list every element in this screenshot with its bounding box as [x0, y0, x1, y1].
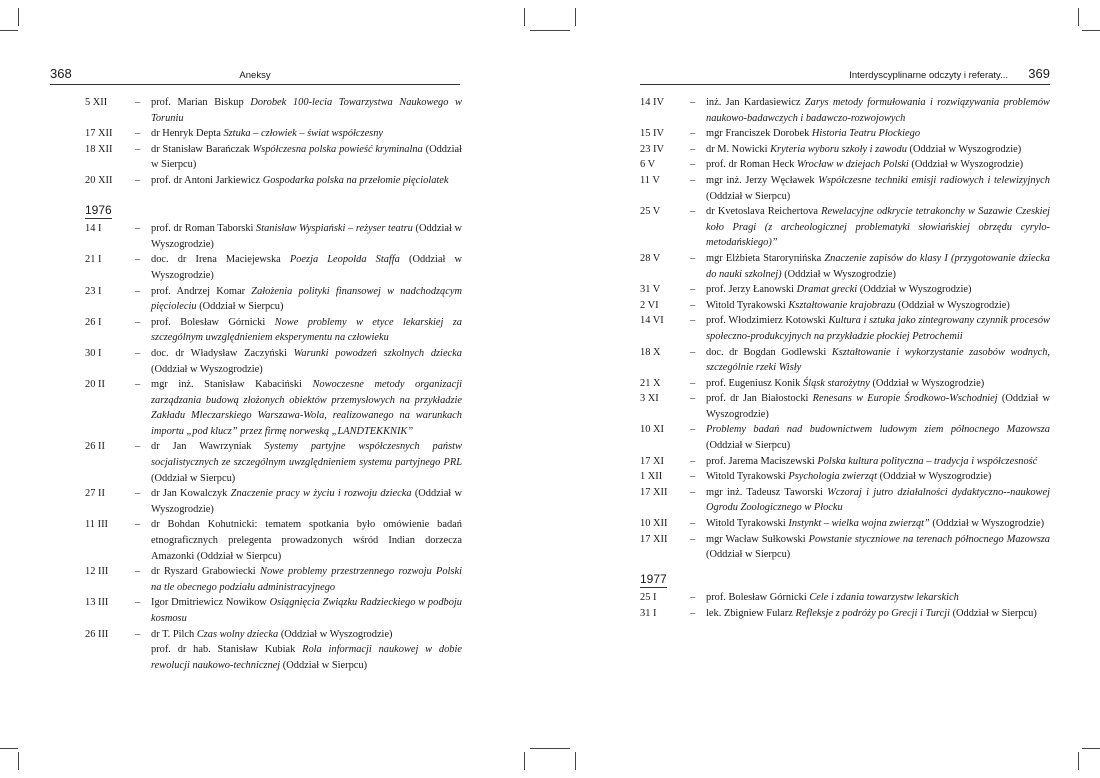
entry-dash: –	[135, 223, 141, 235]
lecture-entry	[640, 173, 1050, 204]
crop-mark	[530, 748, 550, 749]
entry-text	[151, 486, 462, 517]
entry-speaker: dr Henryk Depta	[151, 128, 221, 140]
entry-speaker: dr T. Pilch	[151, 628, 195, 640]
entry-title: Współczesna polska powieść kryminalna	[252, 143, 423, 155]
entry-title: Polska kultura polityczna – tradycja i współczesność	[817, 455, 1038, 467]
entry-date: 18 X	[640, 346, 661, 358]
page-number: 368	[50, 66, 72, 81]
entry-text	[151, 173, 462, 189]
entry-title: Warunki powodzeń szkolnych dziecka	[293, 347, 462, 359]
lecture-entry	[85, 284, 462, 315]
entry-title: Założenia polityki finansowej w nadchodzącym pięcioleciu	[151, 285, 462, 313]
lecture-entry	[640, 345, 1050, 376]
entry-dash: –	[690, 518, 696, 530]
entry-title: Problemy badań nad budownictwem ludowym ziem północnego Mazowsza	[706, 424, 1050, 436]
entry-speaker: doc. dr Bogdan Godlewski	[706, 346, 827, 358]
entry-date: 10 XII	[640, 518, 668, 530]
entry-date: 6 V	[640, 159, 656, 171]
entry-dash: –	[690, 393, 696, 405]
entry-text	[706, 204, 1050, 251]
entry-title: Instynkt – wielka wojna zwierząt”	[788, 518, 930, 530]
entry-speaker: doc. dr Irena Maciejewska	[151, 254, 281, 266]
entry-speaker: prof. Marian Biskup	[151, 97, 244, 108]
entry-title: Powstanie styczniowe na terenach północnego Mazowsza	[808, 533, 1050, 545]
entry-date: 12 III	[85, 566, 109, 578]
running-head: Aneksy	[239, 70, 271, 81]
entry-dash: –	[135, 347, 141, 359]
lecture-entry	[640, 606, 1050, 622]
entry-date: 23 IV	[640, 143, 664, 155]
entry-title: Zarys metody formułowania i rozwiązywania problemów naukowo-badawczych i badawczo-rozwojowych	[706, 97, 1050, 124]
lecture-entry	[640, 532, 1050, 563]
running-head: Interdyscyplinarne odczyty i referaty...	[849, 70, 1008, 81]
entry-note: (Oddział w Wyszogrodzie)	[151, 254, 462, 281]
entry-dash: –	[690, 143, 696, 155]
entry-dash: –	[690, 315, 696, 327]
entry-date: 17 XII	[640, 486, 668, 498]
entry-speaker: prof. Jerzy Łanowski	[706, 284, 795, 296]
entry-text	[151, 439, 462, 486]
entry-dash: –	[690, 128, 696, 140]
entry-title: Nowe problemy w etyce lekarskiej za szczególnym uwzględnieniem eksperymentu na człowieku	[151, 316, 462, 344]
entry-speaker: inż. Jan Kardasiewicz	[706, 97, 801, 108]
entry-date: 17 XII	[85, 128, 113, 140]
entry-dash: –	[690, 97, 696, 108]
entry-text	[151, 627, 462, 643]
entry-speaker: prof. Bolesław Górnicki	[706, 592, 807, 604]
lecture-entry	[85, 315, 462, 346]
entry-note: (Oddział w Sierpcu)	[706, 190, 791, 202]
lecture-entry	[640, 282, 1050, 298]
entry-title: Osiągnięcia Związku Radzieckiego w podboju kosmosu	[151, 597, 462, 624]
entry-text	[706, 516, 1050, 532]
entry-title: Rewelacyjne odkrycie tetrakonchy w Sazawie Czeskiej koło Pragi (z archeologicznej problematyki słowiańskiej obrzędu cyrylo-metodańskiego)”	[706, 206, 1050, 249]
entry-dash: –	[135, 97, 141, 108]
entry-dash: –	[690, 471, 696, 483]
lecture-entry	[640, 142, 1050, 158]
entry-note: (Oddział w Sierpcu)	[952, 608, 1037, 619]
crop-mark	[18, 8, 19, 26]
entry-date: 14 IV	[640, 97, 664, 108]
entry-date: 14 I	[85, 223, 102, 235]
entry-title: Systemy partyjne współczesnych państw socjalistycznych ze szczególnym uwzględnieniem systemu partyjnego PRL	[151, 441, 462, 469]
crop-mark	[1082, 30, 1100, 31]
lecture-entry	[640, 391, 1050, 422]
entry-title: Gospodarka polska na przełomie pięciolatek	[262, 174, 449, 186]
entry-title: Historia Teatru Płockiego	[811, 128, 921, 140]
entry-text	[151, 252, 462, 283]
lecture-entry	[640, 590, 1050, 606]
entry-title: Kształtowanie krajobrazu	[788, 299, 896, 311]
entry-text	[706, 142, 1050, 158]
lecture-entry	[85, 642, 462, 673]
entry-speaker: prof. Włodzimierz Kotowski	[706, 315, 826, 327]
entry-note: (Oddział w Wyszogrodzie)	[911, 159, 1024, 171]
entry-text	[151, 315, 462, 346]
entry-text	[706, 532, 1050, 563]
entry-date: 3 XI	[640, 393, 659, 405]
entry-dash: –	[135, 128, 141, 140]
lecture-entry	[640, 313, 1050, 344]
entry-text	[706, 391, 1050, 422]
lecture-entry	[640, 485, 1050, 516]
lecture-entry	[85, 126, 462, 142]
entry-dash: –	[135, 628, 141, 640]
crop-mark	[18, 752, 19, 770]
entry-note: (Oddział w Sierpcu)	[706, 549, 791, 561]
lecture-entry	[640, 422, 1050, 453]
entry-note: (Oddział w Sierpcu)	[199, 301, 284, 313]
entry-dash: –	[690, 206, 696, 218]
entry-title: Kultura i sztuka jako zintegrowany czynnik procesów społeczno-produkcyjnych na przykładzie płockiej Petrochemii	[706, 315, 1050, 342]
entry-dash: –	[135, 285, 141, 297]
lecture-entry	[640, 126, 1050, 142]
lecture-entry	[85, 564, 462, 595]
year-heading-row	[85, 203, 462, 220]
entry-dash: –	[135, 379, 141, 391]
page-number: 369	[1028, 66, 1050, 81]
entry-dash: –	[690, 608, 696, 619]
entry-date: 20 II	[85, 379, 105, 391]
crop-mark	[550, 30, 570, 31]
entry-speaker: dr Ryszard Grabowiecki	[151, 566, 256, 578]
crop-mark	[575, 8, 576, 26]
entry-dash: –	[135, 174, 141, 186]
entry-date: 15 IV	[640, 128, 664, 140]
entry-title: Rola informacji naukowej w dobie rewolucji naukowo-technicznej	[151, 644, 462, 671]
entry-date: 11 V	[640, 174, 660, 186]
entry-note: (Oddział w Wyszogrodzie)	[879, 471, 992, 483]
lecture-entry	[85, 595, 462, 626]
entry-dash: –	[690, 533, 696, 545]
entry-date: 1 XII	[640, 471, 663, 483]
entry-speaker: prof. dr Roman Taborski	[151, 223, 254, 235]
entry-speaker: lek. Zbigniew Fularz	[706, 608, 793, 619]
entry-speaker: prof. dr Antoni Jarkiewicz	[151, 174, 261, 186]
entry-text	[151, 221, 462, 252]
entry-title: Refleksje z podróży po Grecji i Turcji	[795, 608, 950, 619]
entry-speaker: mgr inż. Stanisław Kabaciński	[151, 379, 302, 391]
entry-dash: –	[690, 346, 696, 358]
entry-title: Kryteria wyboru szkoły i zawodu	[770, 143, 907, 155]
entry-text	[706, 485, 1050, 516]
entry-dash: –	[135, 441, 141, 453]
entry-text	[706, 126, 1050, 142]
entry-dash: –	[135, 316, 141, 328]
entry-title: Renesans w Europie Środkowo-Wschodniej	[812, 393, 998, 405]
entry-note: (Oddział w Wyszogrodzie)	[784, 268, 896, 280]
entry-speaker: Igor Dmitriewicz Nowikow	[151, 597, 267, 609]
entry-title: Współczesne techniki emisji radiowych i telewizyjnych	[818, 174, 1050, 186]
entry-text	[151, 126, 462, 142]
entry-speaker: doc. dr Władysław Zaczyński	[151, 347, 287, 359]
crop-mark	[550, 748, 570, 749]
entry-date: 17 XI	[640, 455, 664, 467]
entry-date: 30 I	[85, 347, 102, 359]
crop-mark	[575, 752, 576, 770]
entry-text	[151, 517, 462, 564]
entry-speaker: dr Jan Wawrzyniak	[151, 441, 252, 453]
entry-title: Cele i zdania towarzystw lekarskich	[809, 592, 959, 604]
entry-note: (Oddział w Sierpcu)	[151, 472, 236, 484]
entry-title: Nowoczesne metody organizacji zarządzania budową złożonych obiektów przemysłowych na przykładzie Zakładu Mleczarskiego Warszawa-Wola, realizowanego na warunkach importu „pod klucz” przez firmę norweską „LANDTEKKNIK”	[151, 379, 462, 437]
entry-speaker: prof. Eugeniusz Konik	[706, 377, 801, 389]
entry-text	[151, 95, 462, 126]
entry-dash: –	[690, 486, 696, 498]
entry-date: 11 III	[85, 519, 108, 531]
entry-date: 10 XI	[640, 424, 664, 436]
entries-list	[640, 95, 1050, 622]
entry-date: 2 VI	[640, 299, 659, 311]
entry-text	[151, 564, 462, 595]
year-heading-row	[640, 572, 1050, 589]
crop-mark	[524, 752, 525, 770]
entry-speaker: mgr Elżbieta Staroryпińska	[706, 252, 822, 264]
lecture-entry	[640, 516, 1050, 532]
entry-note: (Oddział w Sierpcu)	[151, 143, 462, 171]
entry-dash: –	[135, 566, 141, 578]
year-heading: 1976	[85, 202, 112, 217]
lecture-entry	[85, 439, 462, 486]
entry-title: Sztuka – człowiek – świat współczesny	[223, 128, 384, 140]
entry-text	[151, 142, 462, 173]
entry-dash: –	[135, 519, 141, 531]
entry-note: (Oddział w Wyszogrodzie)	[151, 223, 462, 250]
entry-note: (Oddział w Wyszogrodzie)	[872, 377, 985, 389]
lecture-entry	[640, 376, 1050, 392]
entry-title: Wczoraj i jutro działalności dydaktyczno--naukowej Ogrodu Zoologicznego w Płocku	[706, 486, 1050, 514]
entry-speaker: dr M. Nowicki	[706, 143, 768, 155]
entry-note: (Oddział w Wyszogrodzie)	[859, 284, 972, 296]
entry-text	[151, 284, 462, 315]
entry-text	[706, 469, 1050, 485]
entry-title: Znaczenie zapisów do klasy I (przygotowanie dziecka do nauki szkolnej)	[706, 252, 1050, 280]
entry-text	[706, 376, 1050, 392]
entry-dash: –	[690, 252, 696, 264]
entry-speaker: mgr inż. Jerzy Węcławek	[706, 174, 815, 186]
lecture-entry	[85, 142, 462, 173]
entry-note: (Oddział w Sierpcu)	[196, 550, 282, 562]
entry-speaker: Witold Tyrakowski	[706, 299, 786, 311]
entry-note: (Oddział w Wyszogrodzie)	[932, 518, 1045, 530]
lecture-entry	[640, 454, 1050, 470]
entry-speaker: dr Bohdan Kohutnicki: tematem spotkania było omówienie badań etnograficznych prelegenta prowadzonych wśród Indian dorzecza Amazonki	[151, 519, 462, 562]
entry-speaker: dr Jan Kowalczyk	[151, 488, 228, 500]
entry-text	[151, 377, 462, 439]
entry-text	[706, 282, 1050, 298]
entry-date: 17 XII	[640, 533, 668, 545]
entry-dash: –	[690, 159, 696, 171]
lecture-entry	[85, 221, 462, 252]
entry-dash: –	[690, 174, 696, 186]
crop-mark	[530, 30, 550, 31]
crop-mark	[1082, 748, 1100, 749]
entry-date: 27 II	[85, 488, 105, 500]
lecture-entry	[640, 95, 1050, 126]
lecture-entry	[640, 251, 1050, 282]
entry-title: Znaczenie pracy w życiu i rozwoju dziecka	[230, 488, 412, 500]
entry-date: 26 III	[85, 628, 109, 640]
entry-title: Dramat grecki	[796, 284, 858, 296]
entry-text	[706, 313, 1050, 344]
entry-date: 5 XII	[85, 97, 108, 108]
entry-note: (Oddział w Wyszogrodzie)	[706, 393, 1050, 420]
entry-dash: –	[135, 254, 141, 266]
entry-speaker: prof. Andrzej Komar	[151, 285, 246, 297]
entry-dash: –	[690, 284, 696, 296]
crop-mark	[0, 30, 18, 31]
entry-title: Poezja Leopolda Staffa	[289, 254, 400, 266]
entry-speaker: mgr Franciszek Dorobek	[706, 128, 810, 140]
entry-speaker: prof. Bolesław Górnicki	[151, 316, 266, 328]
entry-speaker: mgr inż. Tadeusz Taworski	[706, 486, 823, 498]
entry-date: 13 III	[85, 597, 109, 609]
entry-dash: –	[690, 377, 696, 389]
lecture-entry	[85, 95, 462, 126]
entry-note: (Oddział w Sierpcu)	[706, 440, 791, 452]
entry-title: Czas wolny dziecka	[196, 628, 279, 640]
lecture-entry	[85, 252, 462, 283]
entry-date: 20 XII	[85, 174, 113, 186]
entry-date: 23 I	[85, 285, 102, 297]
entry-date: 21 X	[640, 377, 661, 389]
entry-date: 25 I	[640, 592, 657, 604]
entry-speaker: Witold Tyrakowski	[706, 471, 786, 483]
entry-title: Stanisław Wyspiański – reżyser teatru	[256, 223, 413, 235]
entry-speaker: dr Kvetoslava Reichertova	[706, 206, 818, 218]
entry-dash: –	[690, 455, 696, 467]
lecture-entry	[85, 346, 462, 377]
lecture-entry	[640, 157, 1050, 173]
entry-title: Śląsk starożytny	[802, 377, 870, 389]
entry-note: (Oddział w Sierpcu)	[282, 659, 368, 671]
entry-date: 18 XII	[85, 143, 113, 155]
lecture-entry	[85, 486, 462, 517]
crop-mark	[0, 748, 18, 749]
entry-note: (Oddział w Wyszogrodzie)	[280, 628, 393, 640]
entry-speaker: prof. Jarema Maciszewski	[706, 455, 815, 467]
entry-date: 31 V	[640, 284, 661, 296]
crop-mark	[524, 8, 525, 26]
entry-date: 14 VI	[640, 315, 664, 327]
entry-dash: –	[135, 597, 141, 609]
entry-note: (Oddział w Wyszogrodzie)	[909, 143, 1022, 155]
entry-text	[706, 173, 1050, 204]
lecture-entry	[640, 204, 1050, 251]
crop-mark	[1078, 8, 1079, 26]
entry-speaker: prof. dr Roman Heck	[706, 159, 795, 171]
entry-text	[706, 345, 1050, 376]
entry-dash: –	[690, 592, 696, 604]
lecture-entry	[640, 298, 1050, 314]
page-header	[640, 64, 1050, 85]
entry-note: (Oddział w Wyszogrodzie)	[898, 299, 1010, 311]
entry-text	[151, 642, 462, 673]
right-page	[550, 0, 1100, 778]
entry-text	[706, 454, 1050, 470]
entry-date: 25 V	[640, 206, 661, 218]
entry-speaker: prof. dr Jan Białostocki	[706, 393, 809, 405]
entry-text	[151, 595, 462, 626]
entry-date: 26 II	[85, 441, 105, 453]
entry-speaker: Witold Tyrakowski	[706, 518, 786, 530]
entry-text	[706, 95, 1050, 126]
entry-speaker: mgr Wacław Sułkowski	[706, 533, 806, 545]
entry-date: 21 I	[85, 254, 102, 266]
entry-dash: –	[135, 488, 141, 500]
lecture-entry	[85, 517, 462, 564]
entry-title: Kształtowanie i wykorzystanie zasobów wodnych, szczególnie rzeki Wisły	[706, 346, 1050, 374]
entry-speaker: dr Stanisław Barańczak	[151, 143, 250, 155]
lecture-entry	[85, 627, 462, 643]
lecture-entry	[640, 469, 1050, 485]
entry-text	[706, 606, 1050, 622]
year-heading: 1977	[640, 571, 667, 586]
entry-text	[151, 346, 462, 377]
entry-dash: –	[135, 143, 141, 155]
entry-note: (Oddział w Wyszogrodzie)	[151, 488, 462, 515]
crop-mark	[1078, 752, 1079, 770]
entry-title: Dorobek 100-lecia Towarzystwa Naukowego w Toruniu	[151, 97, 462, 124]
entry-title: Psychologia zwierząt	[788, 471, 877, 483]
lecture-entry	[85, 377, 462, 439]
entry-text	[706, 157, 1050, 173]
entry-date: 28 V	[640, 252, 661, 264]
entry-dash: –	[690, 424, 696, 436]
entry-title: Nowe problemy przestrzennego rozwoju Polski na tle obecnego podziału administracyjnego	[151, 566, 462, 593]
lecture-entry	[85, 173, 462, 189]
entry-date: 26 I	[85, 316, 102, 328]
entry-text	[706, 298, 1050, 314]
entry-note: (Oddział w Wyszogrodzie)	[151, 363, 263, 375]
entries-list	[85, 95, 462, 673]
entry-dash: –	[690, 299, 696, 311]
entry-title: Wrocław w dziejach Polski	[796, 159, 909, 171]
entry-date: 31 I	[640, 608, 657, 619]
entry-text	[706, 422, 1050, 453]
entry-speaker: prof. dr hab. Stanisław Kubiak	[151, 644, 296, 656]
entry-text	[706, 251, 1050, 282]
page-header	[50, 64, 460, 85]
entry-text	[706, 590, 1050, 606]
